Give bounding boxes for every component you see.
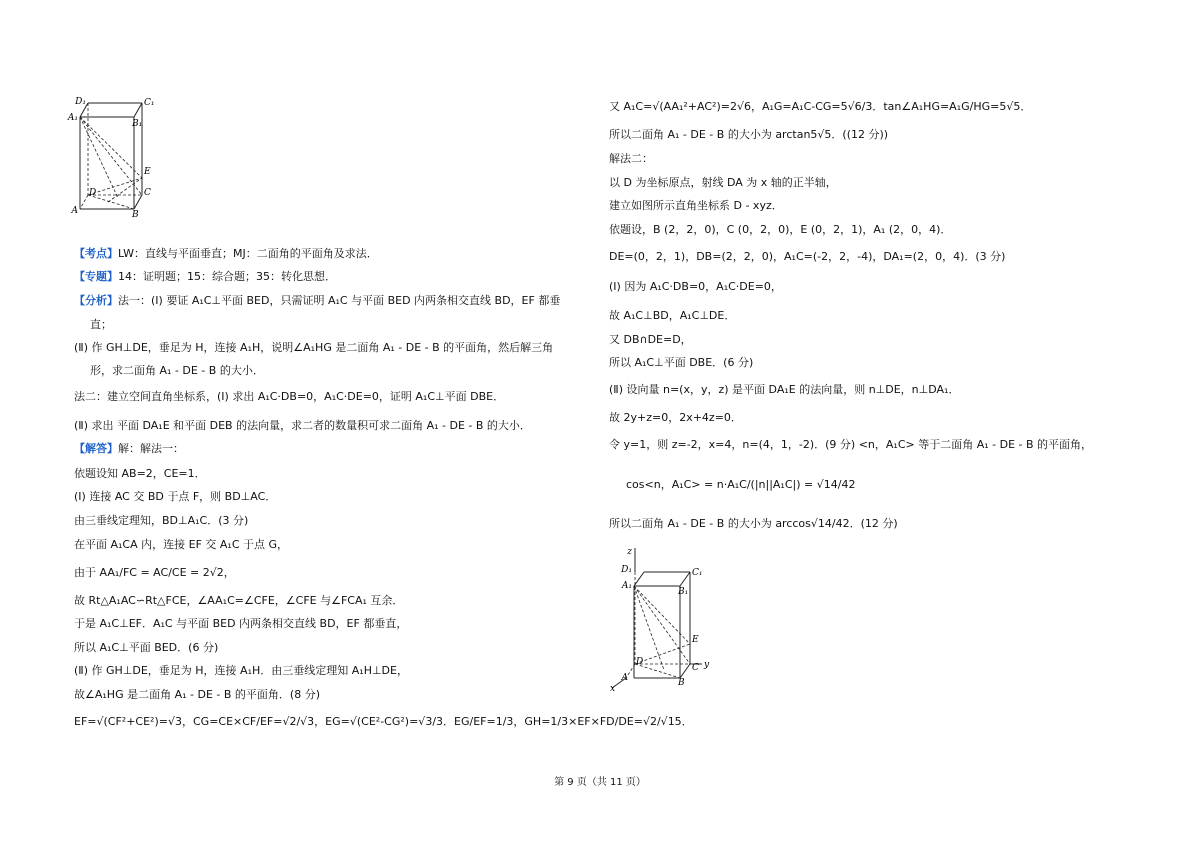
solution-line-10: 故∠A₁HG 是二面角 A₁ - DE - B 的平面角．(8 分) bbox=[74, 688, 320, 701]
section-tag: 【考点】 bbox=[74, 247, 118, 260]
kaodian-line: 【考点】LW：直线与平面垂直；MJ：二面角的平面角及求法． bbox=[74, 247, 378, 260]
label2-b: B bbox=[678, 678, 685, 688]
label2-a1: A₁ bbox=[621, 581, 632, 591]
right-line-6: 依题设，B (2，2，0)，C (0，2，0)，E (0，2，1)，A₁ (2，0，4)． bbox=[609, 223, 952, 236]
page-footer: 第 9 页（共 11 页） bbox=[554, 777, 646, 788]
right-line-3: 解法二： bbox=[609, 152, 653, 165]
label2-e: E bbox=[692, 635, 699, 645]
fenxi-line-3: (Ⅱ) 作 GH⊥DE，垂足为 H，连接 A₁H，说明∠A₁HG 是二面角 A₁ - DE - B 的平面角，然后解三角 bbox=[74, 341, 554, 354]
right-line-14: 令 y=1，则 z=-2，x=4，n=(4，1，-2)．(9 分) <n，A₁C> 等于二面角 A₁ - DE - B 的平面角， bbox=[609, 438, 1093, 451]
right-line-15: cos<n，A₁C> = n·A₁C/(|n||A₁C|) = √14/42 bbox=[626, 478, 856, 491]
solution-line-1: 依题设知 AB=2，CE=1． bbox=[74, 467, 206, 480]
axis-z-label: z bbox=[627, 547, 632, 557]
label2-d: D bbox=[636, 657, 644, 667]
label2-c: C bbox=[692, 663, 699, 673]
solution-line-3: 由三垂线定理知，BD⊥A₁C．(3 分) bbox=[74, 514, 249, 527]
label-b: B bbox=[132, 210, 139, 220]
solution-line-4: 在平面 A₁CA 内，连接 EF 交 A₁C 于点 G， bbox=[74, 538, 289, 551]
right-line-12: (Ⅱ) 设向量 n=(x，y，z) 是平面 DA₁E 的法向量，则 n⊥DE，n⊥DA₁． bbox=[609, 383, 960, 396]
right-line-2: 所以二面角 A₁ - DE - B 的大小为 arctan5√5．((12 分)) bbox=[609, 128, 889, 141]
solution-line-7: 于是 A₁C⊥EF．A₁C 与平面 BED 内两条相交直线 BD，EF 都垂直， bbox=[74, 617, 408, 630]
label2-d1: D₁ bbox=[621, 565, 632, 575]
right-line-11: 所以 A₁C⊥平面 DBE．(6 分) bbox=[609, 356, 754, 369]
fenxi-line-2: 直； bbox=[90, 318, 112, 331]
label-a: A bbox=[71, 206, 78, 216]
label-c1: C₁ bbox=[144, 98, 155, 108]
fenxi-line-5: 法二：建立空间直角坐标系，(Ⅰ) 求出 A₁C·DB=0，A₁C·DE=0，证明 A₁C⊥平面 DBE． bbox=[74, 390, 505, 403]
right-line-7: DE=(0，2，1)，DB=(2，2，0)，A₁C=(-2，2，-4)，DA₁=(2，0，4)．(3 分) bbox=[609, 250, 1006, 263]
solution-line-8: 所以 A₁C⊥平面 BED．(6 分) bbox=[74, 641, 219, 654]
label-c: C bbox=[144, 188, 151, 198]
right-line-13: 故 2y+z=0，2x+4z=0． bbox=[609, 411, 742, 424]
solution-line-9: (Ⅱ) 作 GH⊥DE，垂足为 H，连接 A₁H．由三垂线定理知 A₁H⊥DE， bbox=[74, 664, 408, 677]
right-line-5: 建立如图所示直角坐标系 D - xyz． bbox=[609, 199, 783, 212]
axis-x-label: x bbox=[610, 684, 616, 694]
label-b1: B₁ bbox=[132, 119, 143, 129]
axis-y-label: y bbox=[704, 660, 710, 670]
label-d1: D₁ bbox=[75, 97, 86, 107]
right-line-16: 所以二面角 A₁ - DE - B 的大小为 arccos√14/42．(12 分) bbox=[609, 517, 898, 530]
solution-line-2: (Ⅰ) 连接 AC 交 BD 于点 F，则 BD⊥AC． bbox=[74, 490, 277, 503]
solution-line-11: EF=√(CF²+CE²)=√3，CG=CE×CF/EF=√2/√3，EG=√(CE²-CG²)=√3/3．EG/EF=1/3，GH=1/3×EF×FD/DE=√2/√15． bbox=[74, 715, 693, 728]
cuboid-figure-1 bbox=[67, 96, 162, 220]
right-line-1: 又 A₁C=√(AA₁²+AC²)=2√6，A₁G=A₁C-CG=5√6/3．tan∠A₁HG=A₁G/HG=5√5． bbox=[609, 100, 1032, 113]
right-line-8: (Ⅰ) 因为 A₁C·DB=0，A₁C·DE=0， bbox=[609, 280, 782, 293]
label-a1: A₁ bbox=[67, 113, 78, 123]
solution-line-5: 由于 AA₁/FC = AC/CE = 2√2， bbox=[74, 566, 235, 579]
zhuanti-line: 【专题】14：证明题；15：综合题；35：转化思想． bbox=[74, 270, 336, 283]
right-line-4: 以 D 为坐标原点，射线 DA 为 x 轴的正半轴， bbox=[609, 176, 837, 189]
label2-b1: B₁ bbox=[678, 587, 689, 597]
right-line-10: 又 DB∩DE=D， bbox=[609, 333, 692, 346]
fenxi-line-4: 形，求二面角 A₁ - DE - B 的大小． bbox=[90, 364, 264, 377]
label2-a: A bbox=[621, 673, 628, 683]
label-d: D bbox=[89, 188, 97, 198]
fenxi-line: 【分析】法一：(Ⅰ) 要证 A₁C⊥平面 BED，只需证明 A₁C 与平面 BED 内两条相交直线 BD，EF 都垂 bbox=[74, 294, 561, 307]
fenxi-line-6: (Ⅱ) 求出 平面 DA₁E 和平面 DEB 的法向量，求二者的数量积可求二面角 A₁ - DE - B 的大小． bbox=[74, 419, 531, 432]
solution-line-6: 故 Rt△A₁AC∽Rt△FCE，∠AA₁C=∠CFE，∠CFE 与∠FCA₁ 互余． bbox=[74, 594, 404, 607]
section-tag: 【解答】 bbox=[74, 442, 118, 455]
label-e: E bbox=[144, 167, 151, 177]
section-tag: 【专题】 bbox=[74, 270, 118, 283]
section-tag: 【分析】 bbox=[74, 294, 118, 307]
label2-c1: C₁ bbox=[692, 568, 703, 578]
right-line-9: 故 A₁C⊥BD，A₁C⊥DE． bbox=[609, 309, 736, 322]
cuboid-figure-2 bbox=[604, 546, 716, 694]
jieda-line: 【解答】解：解法一： bbox=[74, 442, 184, 455]
